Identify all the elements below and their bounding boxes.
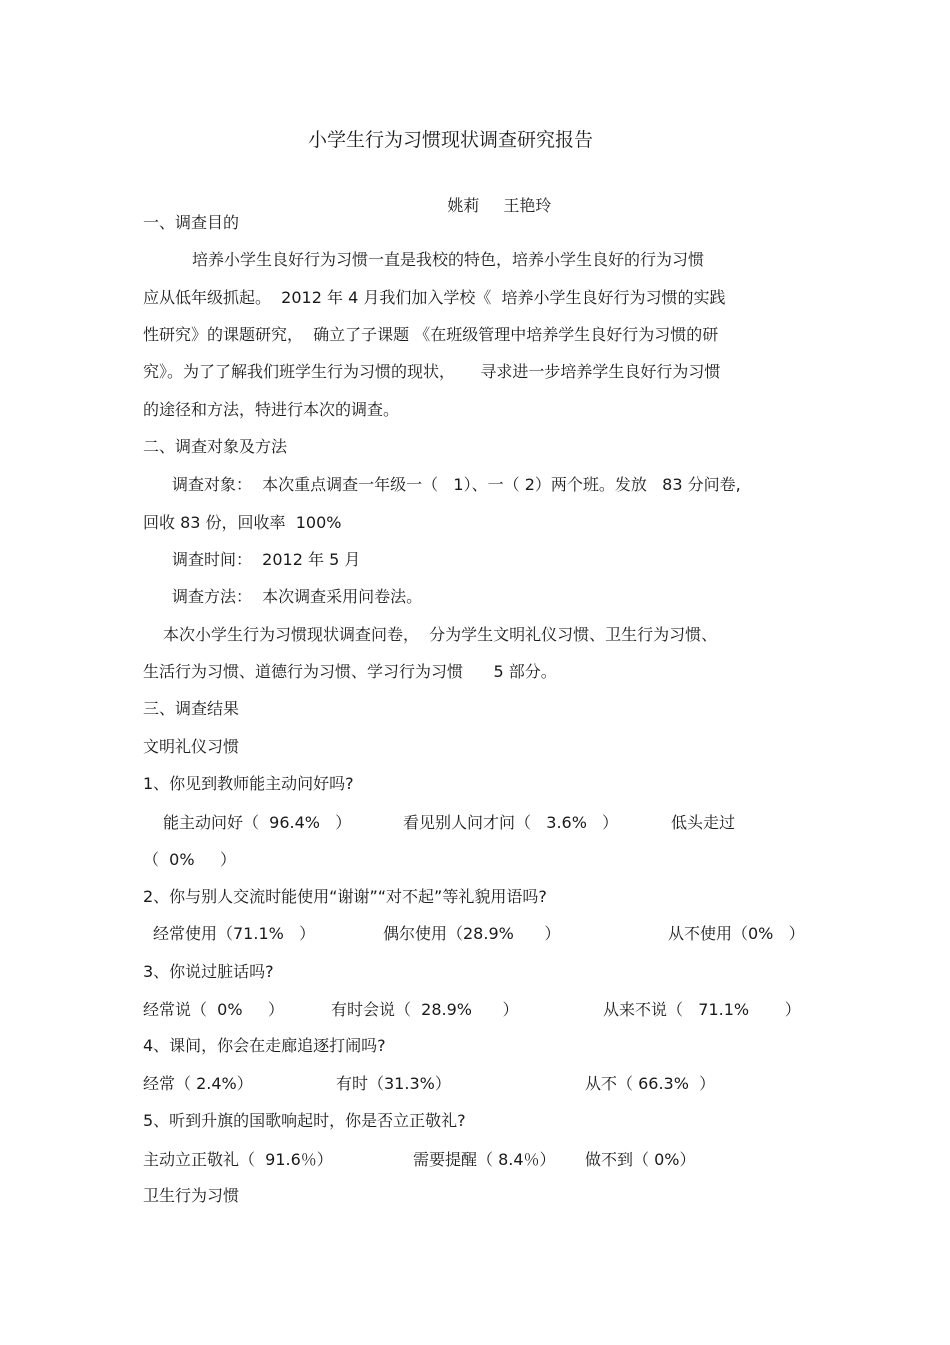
question: 2、你与别人交流时能使用“谢谢”“对不起”等礼貌用语吗? [143, 887, 547, 906]
answer-option: 从不使用（0% ） [668, 924, 805, 943]
paragraph-line: 应从低年级抓起。 2012 年 4 月我们加入学校《 培养小学生良好行为习惯的实践 [143, 288, 726, 307]
subsection-heading: 文明礼仪习惯 [143, 737, 240, 756]
answer-option: 能主动问好（ 96.4% ） [163, 813, 352, 832]
document-title: 小学生行为习惯现状调查研究报告 [308, 129, 594, 151]
section-heading: 三、调查结果 [143, 699, 240, 718]
paragraph-line: 调查方法： 本次调查采用问卷法。 [172, 587, 423, 606]
paragraph-line: 调查时间： 2012 年 5 月 [172, 550, 361, 569]
question: 3、你说过脏话吗? [143, 962, 274, 981]
section-heading: 一、调查目的 [143, 213, 240, 232]
answer-option: 主动立正敬礼（ 91.6％） [143, 1150, 333, 1169]
answer-option: 偶尔使用（28.9% ） [383, 924, 561, 943]
answer-option: 需要提醒（ 8.4％） [413, 1150, 556, 1169]
paragraph-line: 究》。为了了解我们班学生行为习惯的现状， 寻求进一步培养学生良好行为习惯 [143, 362, 721, 381]
question: 5、听到升旗的国歌响起时，你是否立正敬礼? [143, 1111, 466, 1130]
subsection-heading: 卫生行为习惯 [143, 1186, 240, 1205]
paragraph-line: 生活行为习惯、道德行为习惯、学习行为习惯 5 部分。 [143, 662, 557, 681]
author-name: 王艳玲 [503, 196, 552, 215]
authors [427, 176, 575, 236]
paragraph-line: 性研究》的课题研究， 确立了子课题 《在班级管理中培养学生良好行为习惯的研 [143, 325, 719, 344]
paragraph-line: 回收 83 份，回收率 100% [143, 513, 342, 532]
answer-option: 做不到（ 0%） [585, 1150, 696, 1169]
answer-option: 看见别人问才问（ 3.6% ） [403, 813, 619, 832]
answer-option: 经常说（ 0% ） [143, 1000, 284, 1019]
author-name: 姚莉 [447, 196, 480, 215]
paragraph-line: 的途径和方法，特进行本次的调查。 [143, 400, 400, 419]
question: 4、课间，你会在走廊追逐打闹吗? [143, 1036, 386, 1055]
paragraph-line: 培养小学生良好行为习惯一直是我校的特色，培养小学生良好的行为习惯 [192, 250, 705, 269]
answer-option: 从不（ 66.3% ） [585, 1074, 716, 1093]
answer-option: 从来不说（ 71.1% ） [603, 1000, 801, 1019]
answer-option: （ 0% ） [143, 850, 236, 869]
answer-option: 有时会说（ 28.9% ） [331, 1000, 519, 1019]
question: 1、你见到教师能主动问好吗? [143, 774, 354, 793]
paragraph-line: 本次小学生行为习惯现状调查问卷， 分为学生文明礼仪习惯、卫生行为习惯、 [163, 625, 718, 644]
answer-option: 经常（ 2.4%） [143, 1074, 253, 1093]
answer-option: 低头走过 [671, 813, 736, 832]
answer-option: 经常使用（71.1% ） [153, 924, 316, 943]
section-heading: 二、调查对象及方法 [143, 437, 288, 456]
answer-option: 有时（31.3%） [336, 1074, 451, 1093]
paragraph-line: 调查对象： 本次重点调查一年级一（ 1）、一（ 2）两个班。发放 83 分问卷, [172, 475, 741, 494]
